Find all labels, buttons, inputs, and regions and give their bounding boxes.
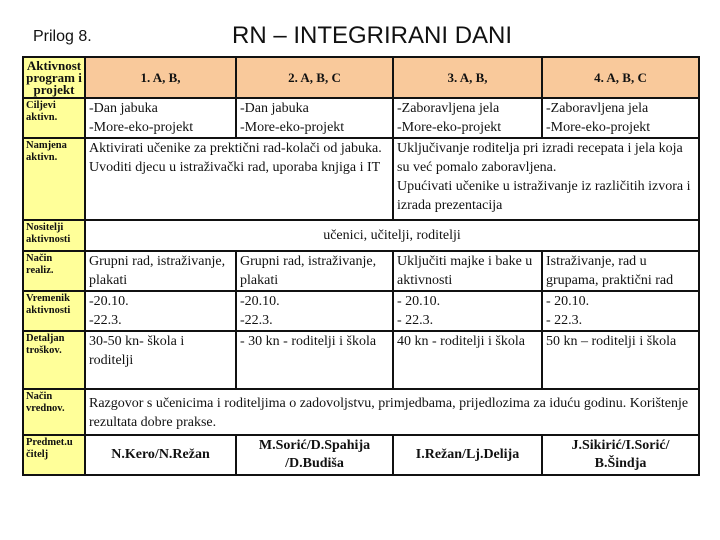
table-row [23,435,699,475]
table-row [23,57,699,98]
method-cell: Grupni rad, istraživanje, plakati [236,251,393,291]
cost-cell: 30-50 kn- škola i roditelji [85,331,236,389]
goal-cell [542,98,699,138]
purpose-line: Uvoditi djecu u istraživački rad, uporaba knjiga i IT [89,160,381,175]
cost-cell: 50 kn – roditelji i škola [542,331,699,389]
date: -22.3. [240,313,273,328]
label-nositelji: Nositelji aktivnosti [23,220,85,251]
header-cell: 2. A, B, C [236,57,393,98]
method-cell: Grupni rad, istraživanje, plakati [85,251,236,291]
table-row [23,98,699,138]
teacher-cell: N.Kero/N.Režan [85,435,236,475]
goal-line: -More-eko-projekt [546,120,651,135]
schedule-cell [542,291,699,331]
label-detaljan: Detaljan troškov. [23,331,85,389]
goal-line: -Zaboravljena jela [397,101,500,116]
goal-line: -More-eko-projekt [89,120,194,135]
goal-line: -Dan jabuka [89,101,158,116]
label-namjena: Namjena aktivn. [23,138,85,220]
header-cell: 3. A, B, [393,57,542,98]
method-cell: Uključiti majke i bake u aktivnosti [393,251,542,291]
label-vrednov: Način vrednov. [23,389,85,435]
activity-table [22,56,700,476]
evaluation-cell: Razgovor s učenicima i roditeljima o zadovoljstvu, primjedbama, prijedlozima za iduću godinu. Korištenje rezultata dobre prakse. [85,389,699,435]
label-aktivnost: Aktivnost program i projekt [23,57,85,98]
header-cell: 1. A, B, [85,57,236,98]
page-title: RN – INTEGRIRANI DANI [232,22,513,49]
label-nacin: Način realiz. [23,251,85,291]
carriers-cell: učenici, učitelji, roditelji [85,220,699,251]
goal-line: -Dan jabuka [240,101,309,116]
schedule-cell [393,291,542,331]
attachment-label: Prilog 8. [33,28,92,45]
purpose-line: Upućivati učenike u istraživanje iz različitih izvora i izrada prezentacija [397,179,691,213]
teacher-cell: J.Sikirić/I.Sorić/ B.Šindja [542,435,699,475]
label-ciljevi: Ciljevi aktivn. [23,98,85,138]
table-row [23,331,699,389]
table-row [23,220,699,251]
schedule-cell [85,291,236,331]
date: -22.3. [89,313,122,328]
schedule-cell [236,291,393,331]
header-cell: 4. A, B, C [542,57,699,98]
table-row [23,251,699,291]
label-predmet: Predmet.u čitelj [23,435,85,475]
purpose-cell [85,138,393,220]
date: - 20.10. [546,294,590,309]
date: - 20.10. [397,294,441,309]
table-row [23,291,699,331]
purpose-cell [393,138,699,220]
goal-line: -More-eko-projekt [397,120,502,135]
teacher-cell: M.Sorić/D.Spahija /D.Budiša [236,435,393,475]
goal-line: -More-eko-projekt [240,120,345,135]
method-cell: Istraživanje, rad u grupama, praktični rad [542,251,699,291]
date: - 22.3. [546,313,583,328]
table-row [23,389,699,435]
date: -20.10. [89,294,129,309]
purpose-line: Aktivirati učenike za prektični rad-kolači od jabuka. [89,141,382,156]
cost-cell: 40 kn - roditelji i škola [393,331,542,389]
date: - 22.3. [397,313,434,328]
table-row [23,138,699,220]
label-vremenik: Vremenik aktivnosti [23,291,85,331]
date: -20.10. [240,294,280,309]
teacher-cell: I.Režan/Lj.Delija [393,435,542,475]
cost-cell: - 30 kn - roditelji i škola [236,331,393,389]
goal-cell [85,98,236,138]
goal-cell [236,98,393,138]
goal-cell [393,98,542,138]
purpose-line: Uključivanje roditelja pri izradi recepata i jela koja su već pomalo zaboravljena. [397,141,683,175]
goal-line: -Zaboravljena jela [546,101,649,116]
